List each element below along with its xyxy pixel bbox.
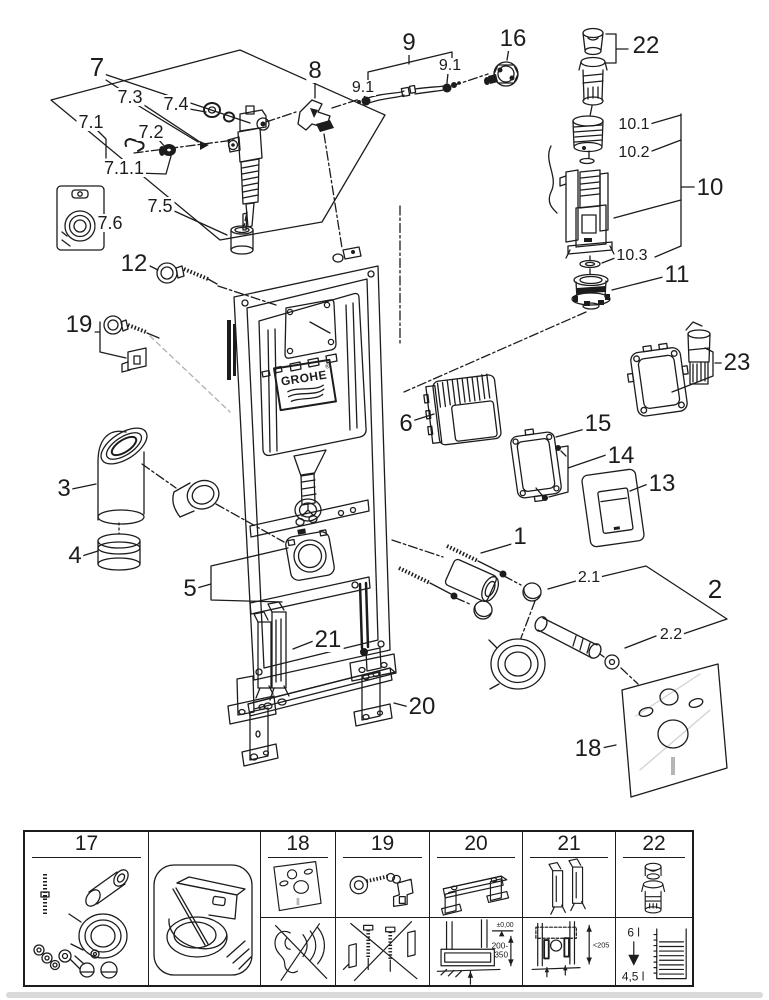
page-bottom-strip (6, 992, 763, 998)
table-col-17 (25, 832, 148, 985)
callout-7-1: 7.1 (78, 112, 104, 132)
col-18-header: 18 (286, 832, 310, 855)
callout-18: 18 (574, 735, 602, 762)
bracket-5-leader (197, 548, 288, 602)
outlet-housing (283, 525, 335, 582)
toilet-illustration (149, 857, 260, 985)
range-top-label: 200- (491, 941, 509, 951)
range-bottom-label: 350 (494, 950, 509, 960)
col-18-part-icon (261, 858, 335, 918)
callout-7-4: 7.4 (163, 94, 189, 114)
screw-set-14 (536, 445, 606, 501)
flush-volume-icon (616, 918, 692, 985)
frame-gasket-15 (509, 426, 585, 503)
callout-6: 6 (399, 410, 413, 437)
callout-13: 13 (648, 470, 676, 497)
callout-7-6: 7.6 (97, 213, 123, 233)
grohe-logo (274, 360, 336, 410)
installation-frame (227, 247, 396, 724)
max-width-icon (523, 918, 615, 985)
callout-10-1: 10.1 (618, 116, 650, 133)
accessories-table (23, 830, 694, 987)
flush-plate-13 (581, 469, 648, 548)
callout-12: 12 (120, 250, 148, 277)
wall-anchor-19 (90, 316, 230, 412)
connector-sleeve (142, 464, 284, 542)
callout-10-3: 10.3 (616, 247, 648, 264)
callout-9-1a: 9.1 (351, 79, 375, 96)
sound-insulation-mat (597, 664, 727, 797)
callout-11: 11 (664, 261, 690, 288)
frame-top-fitting (333, 247, 361, 262)
col-21-header: 21 (557, 832, 581, 855)
datum-label: ±0,00 (496, 922, 514, 930)
table-col-20 (429, 832, 522, 985)
callout-7-1-1: 7.1.1 (103, 158, 145, 178)
callout-2-2: 2.2 (659, 626, 683, 643)
col-17-header: 17 (74, 832, 99, 855)
callout-9: 9 (402, 29, 416, 56)
table-col-18 (260, 832, 335, 985)
col-20-part-icon (430, 858, 522, 918)
flush-full-label: 6 l (627, 925, 640, 940)
callout-23: 23 (723, 349, 751, 376)
callout-19: 19 (65, 311, 93, 338)
no-noise-icon (261, 918, 335, 985)
table-col-19 (335, 832, 429, 985)
col-21-part-icon (523, 858, 615, 918)
mounting-clamp-8 (266, 82, 342, 248)
flush-reduced-label: 4,5 l (621, 969, 645, 984)
col-toilet-header (149, 832, 260, 857)
callout-22: 22 (632, 32, 660, 59)
col-19-part-icon (336, 858, 429, 918)
grohe-logo-text: GROHE (279, 367, 328, 389)
callout-9-1b: 9.1 (438, 57, 462, 74)
callout-14: 14 (607, 442, 635, 469)
cover-cap-4 (82, 523, 140, 570)
callout-7-2: 7.2 (138, 122, 164, 142)
service-set-23 (624, 322, 722, 418)
col-19-header: 19 (370, 832, 395, 855)
no-screws-icon (336, 918, 429, 985)
mounting-bracket-21 (254, 602, 289, 700)
callout-3: 3 (57, 475, 71, 502)
install-height-icon (430, 918, 522, 985)
callout-21: 21 (314, 626, 342, 653)
callout-2: 2 (707, 574, 723, 604)
table-col-toilet (148, 832, 260, 985)
callout-7: 7 (89, 52, 105, 82)
angle-valve-16 (484, 48, 518, 86)
protection-box-6 (412, 373, 502, 446)
callout-4: 4 (68, 542, 82, 569)
callout-7-3: 7.3 (117, 87, 143, 107)
table-col-21 (522, 832, 615, 985)
flush-valve-insert-22 (579, 29, 628, 117)
callout-15: 15 (584, 410, 612, 437)
callout-16: 16 (499, 25, 527, 52)
callout-2-1: 2.1 (577, 569, 601, 586)
outlet-elbow-3 (72, 421, 153, 524)
registered-mark: ® (324, 363, 331, 371)
col-20-header: 20 (464, 832, 488, 855)
callout-1: 1 (513, 523, 527, 550)
wall-anchor-12 (146, 263, 276, 305)
table-col-22 (615, 832, 692, 985)
col-22-part-icon (616, 858, 692, 918)
max-width-label: <205 (592, 940, 610, 950)
col-22-header: 22 (642, 832, 666, 855)
callout-20: 20 (408, 693, 436, 720)
callout-10-2: 10.2 (618, 144, 650, 161)
callout-5: 5 (183, 575, 197, 602)
callout-10: 10 (696, 174, 724, 201)
callout-8: 8 (308, 57, 322, 84)
col-17-parts-icon (25, 858, 148, 985)
threaded-rod-set-1 (392, 540, 515, 605)
callout-7-5: 7.5 (147, 196, 173, 216)
